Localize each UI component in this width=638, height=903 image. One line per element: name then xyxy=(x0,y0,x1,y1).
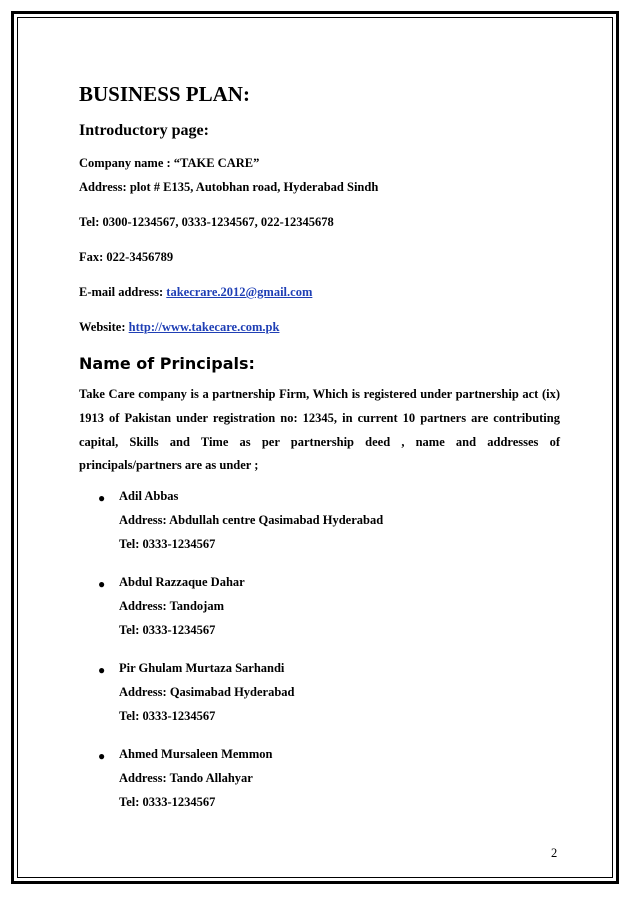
bullet-icon: ● xyxy=(98,491,106,505)
address-line: Address: plot # E135, Autobhan road, Hyderabad Sindh xyxy=(79,180,379,194)
website-line xyxy=(79,320,279,335)
company-name-line: Company name : “TAKE CARE” xyxy=(79,156,260,170)
website-label: Website: xyxy=(79,320,129,334)
partner-name: Ahmed Mursaleen Memmon xyxy=(119,747,273,761)
bullet-icon: ● xyxy=(98,577,106,591)
tel-line: Tel: 0300-1234567, 0333-1234567, 022-12345678 xyxy=(79,215,334,229)
document-title: BUSINESS PLAN: xyxy=(79,82,250,106)
partner-tel: Tel: 0333-1234567 xyxy=(119,537,216,551)
partner-tel: Tel: 0333-1234567 xyxy=(119,795,216,809)
introductory-heading: Introductory page: xyxy=(79,122,209,139)
partners-list xyxy=(79,489,560,833)
website-link[interactable]: http://www.takecare.com.pk xyxy=(128,320,280,334)
partner-address: Address: Tandojam xyxy=(119,599,225,613)
partner-address: Address: Qasimabad Hyderabad xyxy=(119,685,295,699)
page-number: 2 xyxy=(551,846,558,860)
principals-heading: Name of Principals: xyxy=(79,354,255,373)
list-item xyxy=(79,575,560,661)
partner-name: Adil Abbas xyxy=(119,489,179,503)
email-label: E-mail address: xyxy=(79,285,167,299)
partner-name: Abdul Razzaque Dahar xyxy=(119,575,245,589)
partner-address: Address: Abdullah centre Qasimabad Hyderabad xyxy=(119,513,384,527)
bullet-icon: ● xyxy=(98,663,106,677)
email-link[interactable]: takecrare.2012@gmail.com xyxy=(166,285,313,299)
list-item xyxy=(79,489,560,575)
partner-address: Address: Tando Allahyar xyxy=(119,771,253,785)
partner-name: Pir Ghulam Murtaza Sarhandi xyxy=(119,661,285,675)
fax-line: Fax: 022-3456789 xyxy=(79,250,174,264)
list-item xyxy=(79,661,560,747)
principals-paragraph: Take Care company is a partnership Firm, Which is registered under partnership act (ix) 1913 of Pakistan under registration no: 12345, in current 10 partners are contributing capital, Skills and Time as per partnership deed , name and addresses of principals/partners are as under ; xyxy=(79,387,560,473)
partner-tel: Tel: 0333-1234567 xyxy=(119,623,216,637)
bullet-icon: ● xyxy=(98,749,106,763)
list-item xyxy=(79,747,560,833)
partner-tel: Tel: 0333-1234567 xyxy=(119,709,216,723)
email-line xyxy=(79,285,312,300)
